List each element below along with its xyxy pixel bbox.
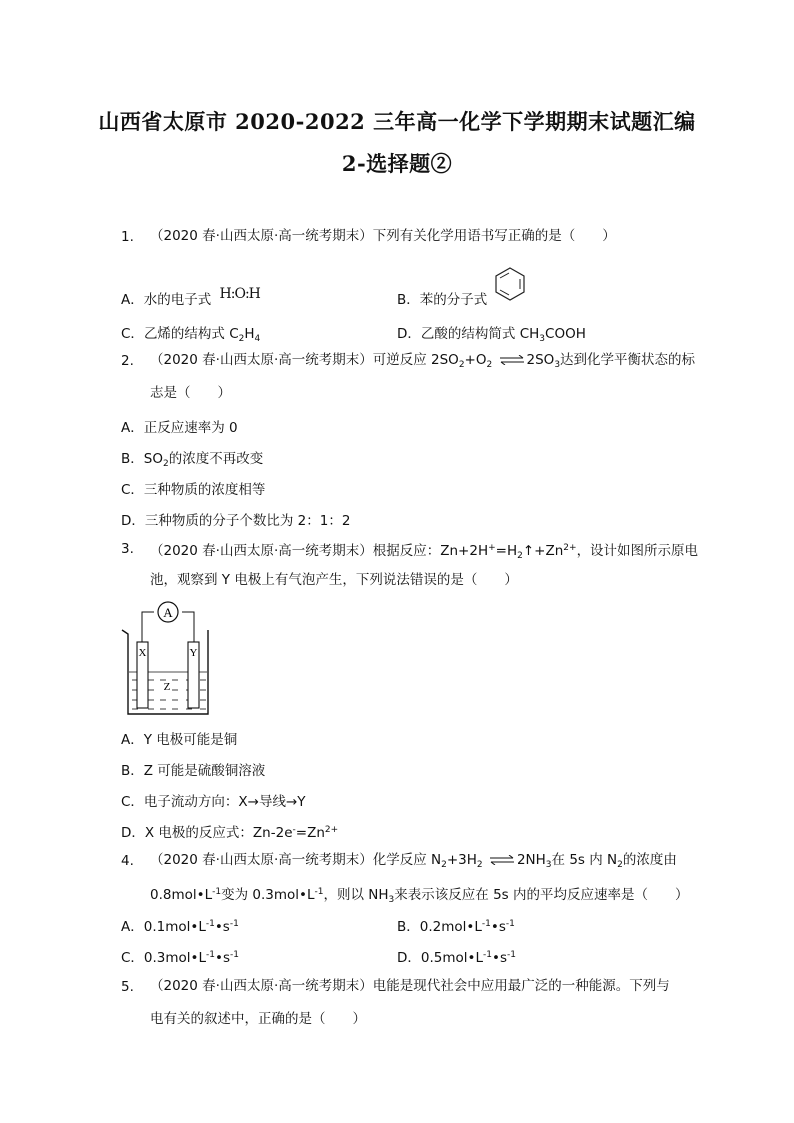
question-2-text-a: 可逆反应 2SO (372, 352, 459, 368)
electrode-x-label: X (138, 647, 147, 659)
question-2-sub-c: 3 (554, 360, 561, 370)
q1-option-a-label: A． (121, 292, 144, 308)
q4-option-d-sup-a: -1 (483, 950, 492, 960)
question-1-source: （2020 春·山西太原·高一统考期末） (150, 228, 373, 244)
question-2-text-b: +O (464, 352, 487, 368)
benzene-structure-icon (492, 266, 528, 302)
question-4-number: 4. (121, 853, 134, 869)
question-4-sub-c: 3 (545, 860, 552, 870)
q3-option-a: A．Y 电极可能是铜 (121, 732, 238, 748)
question-4-text-b: +3H (446, 852, 477, 868)
q4-option-c-unit: •s (215, 950, 231, 966)
q1-option-a (121, 288, 260, 308)
question-4-sub-d: 2 (617, 860, 623, 870)
q1-option-b-text: 苯的分子式 (419, 292, 488, 308)
q3-option-d (121, 821, 338, 841)
q1-option-a-text: 水的电子式 (143, 292, 212, 308)
question-2-text-c: 2SO (526, 352, 555, 368)
q2-option-c: C．三种物质的浓度相等 (121, 482, 266, 498)
q4-option-a-text: A．0.1mol•L (121, 919, 206, 935)
question-3-sub: 2 (517, 551, 523, 561)
equilibrium-arrow-icon (489, 855, 515, 865)
question-2-stem-line2: 志是（ ） (150, 385, 231, 401)
q4-option-a-unit: •s (214, 919, 230, 935)
question-2-sub-b: 2 (486, 360, 493, 370)
question-4-line2-a: 0.8mol•L (150, 887, 213, 903)
q4-option-b (397, 915, 515, 935)
question-4-line2-c: ，则以 NH (323, 887, 389, 903)
q2-option-d: D．三种物质的分子个数比为 2：1：2 (121, 513, 351, 529)
q4-option-b-unit: •s (490, 919, 506, 935)
question-4-text-c: 2NH (516, 852, 546, 868)
question-5-stem-line2: 电有关的叙述中，正确的是（ ） (150, 1011, 366, 1027)
q1-option-c-label: C． (121, 326, 144, 342)
question-3-stem (150, 539, 698, 565)
q4-option-a (121, 915, 239, 935)
water-electron-formula: H:O:H (219, 286, 260, 302)
question-4-line2-d: 来表示该反应在 5s 内的平均反应速率是（ ） (394, 887, 689, 903)
question-2-number: 2. (121, 353, 134, 369)
q1-option-b (397, 288, 487, 308)
q1-option-d-sub1: 3 (539, 334, 546, 344)
question-5-source: （2020 春·山西太原·高一统考期末） (150, 978, 373, 994)
question-3-text-b: =H (495, 543, 518, 559)
q4-option-d-unit: •s (492, 950, 507, 966)
q2-option-b (121, 447, 263, 469)
electrode-y-label: Y (189, 647, 198, 659)
q1-option-d-mid: COOH (545, 326, 586, 342)
q4-option-b-sup-b: -1 (505, 919, 515, 929)
q4-option-b-text: B．0.2mol•L (397, 919, 482, 935)
question-2-sub-a: 2 (458, 360, 465, 370)
question-4-text-e: 的浓度由 (622, 852, 677, 868)
q4-option-d-sup-b: -1 (507, 950, 516, 960)
question-2-source: （2020 春·山西太原·高一统考期末） (150, 352, 373, 368)
q3-option-d-sup-b: 2+ (324, 825, 339, 835)
q4-option-c-sup-a: -1 (206, 950, 216, 960)
question-3-text-d: ，设计如图所示原电 (576, 543, 699, 559)
question-4-sub-b: 2 (476, 860, 483, 870)
question-4-text-a: 化学反应 N (372, 852, 442, 868)
question-4-line2-sup-a: -1 (212, 887, 222, 897)
question-3-number: 3. (121, 541, 134, 557)
q4-option-a-sup-b: -1 (229, 919, 239, 929)
question-4-source: （2020 春·山西太原·高一统考期末） (150, 852, 373, 868)
page-title-line2: 2-选择题② (341, 151, 453, 176)
question-4-stem-line2 (150, 883, 689, 909)
question-4-stem (150, 851, 677, 874)
q4-option-d-text: D．0.5mol•L (397, 950, 484, 966)
question-4-line2-sub: 3 (388, 895, 395, 905)
q4-option-c (121, 946, 239, 966)
solution-z-label: Z (163, 681, 171, 693)
q4-option-b-sup-a: -1 (481, 919, 491, 929)
q2-option-a: A．正反应速率为 0 (121, 420, 238, 436)
question-2-stem (150, 351, 695, 374)
q3-option-d-text-a: D．X 电极的反应式：Zn-2e (121, 825, 293, 841)
q3-option-c: C．电子流动方向：X→导线→Y (121, 794, 306, 810)
q3-option-d-sup-a: - (292, 825, 296, 835)
page-title-line1: 山西省太原市 2020-2022 三年高一化学下学期期末试题汇编 (98, 109, 696, 134)
question-3-source: （2020 春·山西太原·高一统考期末） (150, 543, 373, 559)
q1-option-c-sub1: 2 (238, 334, 245, 344)
question-1-text: 下列有关化学用语书写正确的是（ ） (372, 228, 616, 244)
question-3-text-a: 根据反应：Zn+2H (372, 543, 489, 559)
q1-option-d-label: D． (397, 326, 421, 342)
q4-option-a-sup-a: -1 (205, 919, 215, 929)
question-4-sub-a: 2 (441, 860, 447, 870)
q1-option-d (397, 322, 586, 344)
q3-option-b: B．Z 可能是硫酸铜溶液 (121, 763, 266, 779)
ammeter-label: A (163, 605, 173, 620)
q2-option-b-text-b: 的浓度不再改变 (168, 451, 264, 467)
question-1-stem (150, 227, 616, 245)
q4-option-d (397, 946, 516, 966)
question-5-text: 电能是现代社会中应用最广泛的一种能源。下列与 (372, 978, 670, 994)
question-5-number: 5. (121, 979, 134, 995)
question-3-sup-a: + (488, 543, 496, 553)
q1-option-d-text: 乙酸的结构简式 CH (420, 326, 540, 342)
question-2-text-d: 达到化学平衡状态的标 (560, 352, 696, 368)
question-4-line2-sup-b: -1 (314, 887, 324, 897)
equilibrium-arrow-icon (499, 355, 525, 365)
question-1-number: 1. (121, 229, 134, 245)
galvanic-cell-diagram (120, 600, 214, 718)
question-4-line2-b: 变为 0.3mol•L (221, 887, 315, 903)
q2-option-b-text-a: B．SO (121, 451, 163, 467)
q4-option-c-sup-b: -1 (230, 950, 240, 960)
q1-option-b-label: B． (397, 292, 420, 308)
q1-option-c-sub2: 4 (254, 334, 261, 344)
q1-option-c-text: 乙烯的结构式 C (143, 326, 239, 342)
q1-option-c-mid: H (244, 326, 255, 342)
q3-option-d-text-b: =Zn (295, 825, 325, 841)
question-4-text-d: 在 5s 内 N (551, 852, 618, 868)
question-5-stem (150, 977, 670, 995)
q1-option-c (121, 322, 260, 344)
question-3-stem-line2: 池，观察到 Y 电极上有气泡产生，下列说法错误的是（ ） (150, 572, 518, 588)
question-3-sup-b: 2+ (563, 543, 577, 553)
question-3-text-c: ↑+Zn (522, 543, 564, 559)
q4-option-c-text: C．0.3mol•L (121, 950, 207, 966)
q2-option-b-sub: 2 (162, 459, 169, 469)
